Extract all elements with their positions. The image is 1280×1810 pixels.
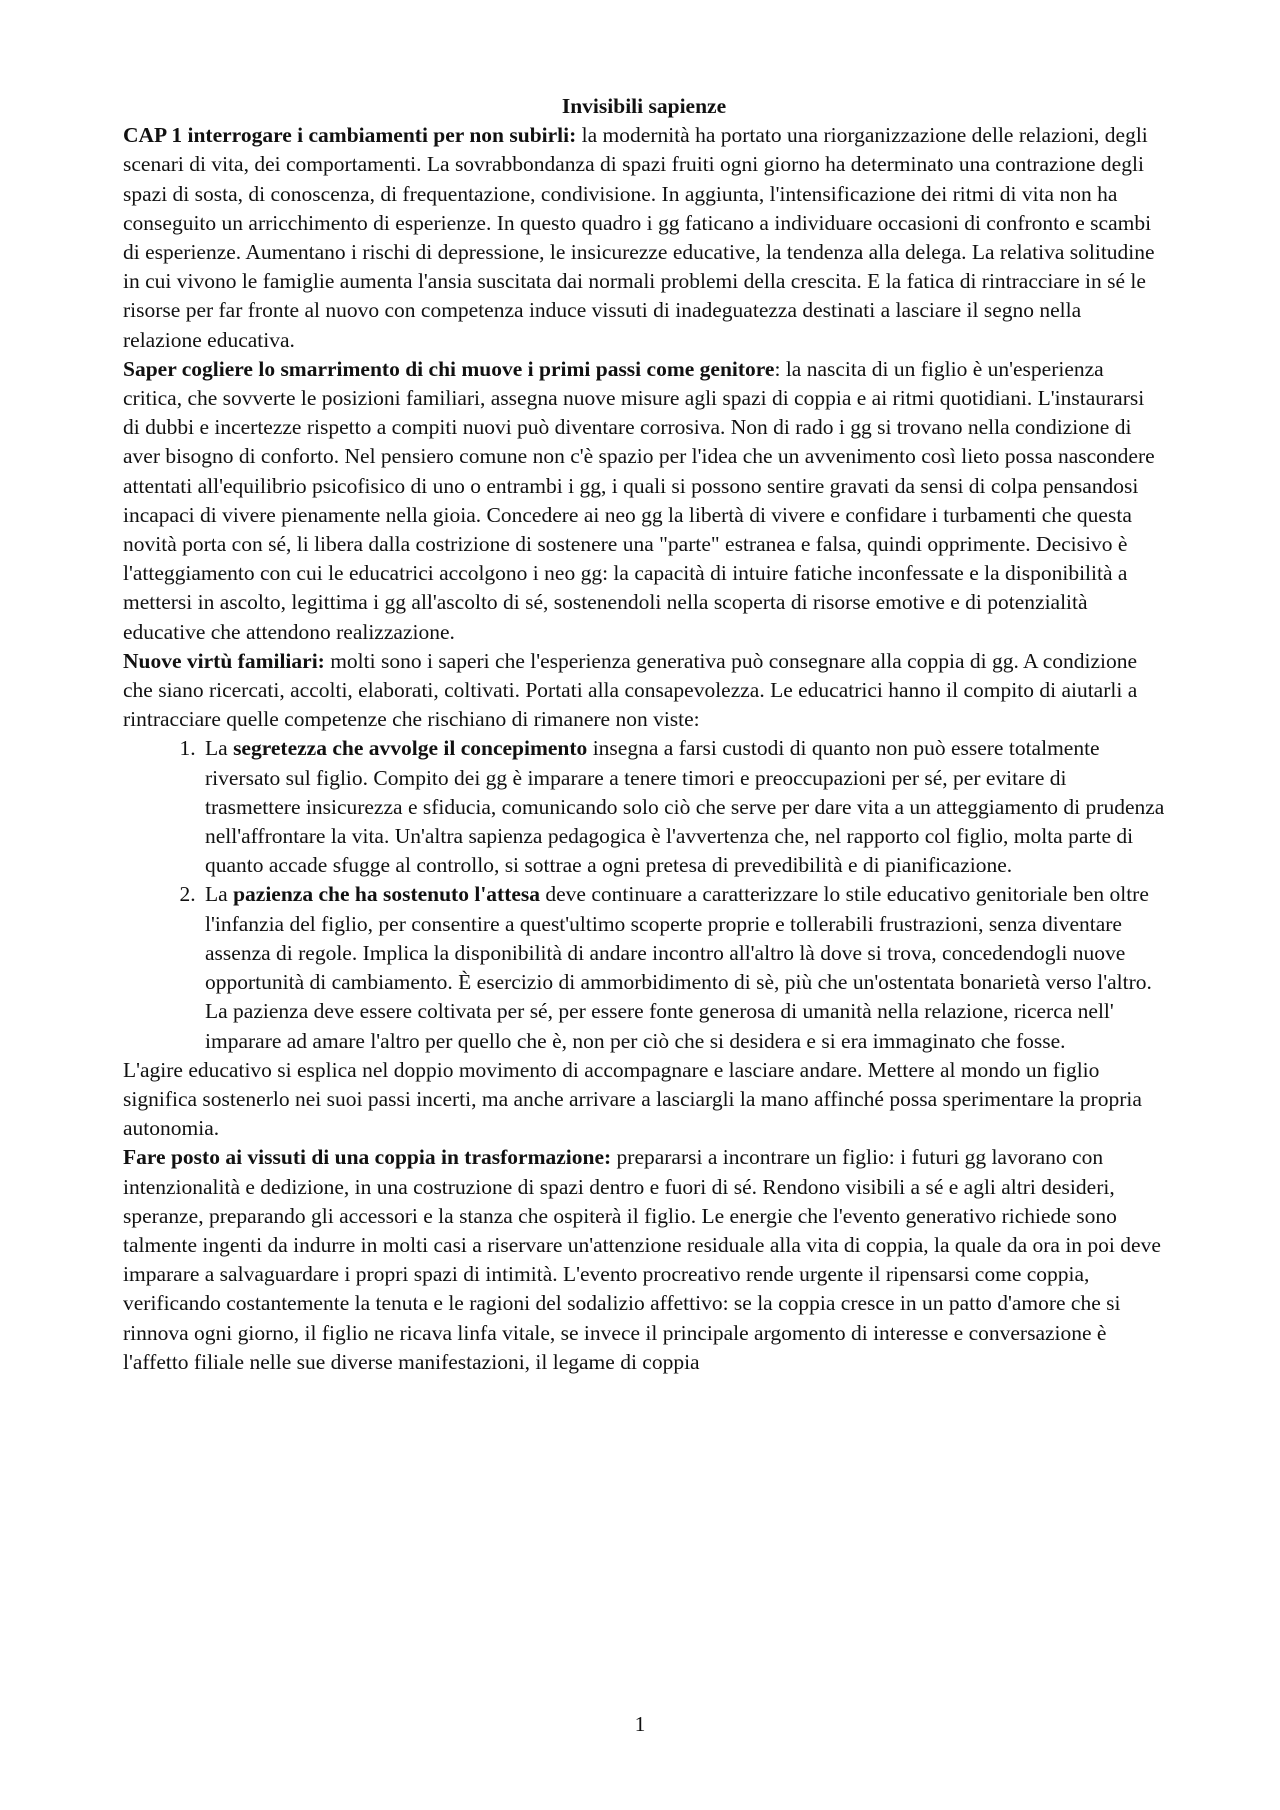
list-item-prefix: La: [205, 736, 234, 761]
paragraph-cap1: [123, 121, 1165, 355]
virtu-list: [123, 734, 1165, 1055]
paragraph-smarrimento: [123, 355, 1165, 647]
list-item: [201, 734, 1165, 880]
page-number: 1: [634, 1712, 646, 1736]
text-coppia: prepararsi a incontrare un figlio: i futuri gg lavorano con intenzionalità e dedizione, in una costruzione di spazi dentro e fuori di sé. Rendono visibili a sé e agli altri desideri, speranze, preparando gli accessori e la stanza che ospiterà il figlio. Le energie che l'evento generativo richiede sono talmente ingenti da indurre in molti casi a riservare un'attenzione residuale alla vita di coppia, la quale da ora in poi deve imparare a salvaguardare i propri spazi di intimità. L'evento procreativo rende urgente il ripensarsi come coppia, verificando costantemente la tenuta e le ragioni del sodalizio affettivo: se la coppia cresce in un patto d'amore che si rinnova ogni giorno, il figlio ne ricava linfa vitale, se invece il principale argomento di interesse e conversazione è l'affetto filiale nelle sue diverse manifestazioni, il legame di coppia: [123, 1145, 1161, 1374]
list-item: [201, 880, 1165, 1055]
paragraph-agire: L'agire educativo si esplica nel doppio movimento di accompagnare e lasciare andare. Mettere al mondo un figlio significa sostenerlo nei suoi passi incerti, ma anche arrivare a lasciargli la mano affinché possa sperimentare la propria autonomia.: [123, 1057, 1142, 1141]
text-virtu: molti sono i saperi che l'esperienza generativa può consegnare alla coppia di gg. A condizione che siano ricercati, accolti, elaborati, coltivati. Portati alla consapevolezza. Le educatrici hanno il compito di aiutarli a rintracciare quelle competenze che rischiano di rimanere non viste:: [123, 648, 1138, 732]
list-item-prefix: La: [205, 882, 234, 907]
list-item-bold: segretezza che avvolge il concepimento: [233, 736, 588, 761]
list-item-text: deve continuare a caratterizzare lo stile educativo genitoriale ben oltre l'infanzia del figlio, per consentire a quest'ultimo scoperte proprie e tollerabili frustrazioni, senza diventare assenza di regole. Implica la disponibilità di andare incontro all'altro là dove si trova, concedendogli nuove opportunità di cambiamento. È esercizio di ammorbidimento di sè, più che un'ostentata bonarietà verso l'altro. La pazienza deve essere coltivata per sé, per essere fonte generosa di umanità nella relazione, ricerca nell' imparare ad amare l'altro per quello che è, non per ciò che si desidera e si era immaginato che fosse.: [205, 882, 1152, 1053]
text-smarrimento: : la nascita di un figlio è un'esperienza critica, che sovverte le posizioni familiari, assegna nuove misure agli spazi di coppia e ai ritmi quotidiani. L'instaurarsi di dubbi e incertezze rispetto a compiti nuovi può diventare corrosiva. Non di rado i gg si trovano nella condizione di aver bisogno di conforto. Nel pensiero comune non c'è spazio per l'idea che un avvenimento così lieto possa nascondere attentati all'equilibrio psicofisico di uno o entrambi i gg, i quali si possono sentire gravati da sensi di colpa pensandosi incapaci di vivere pienamente nella gioia. Concedere ai neo gg la libertà di vivere e confidare i turbamenti che questa novità porta con sé, li libera dalla costrizione di sostenere una "parte" estranea e falsa, quindi opprimente. Decisivo è l'atteggiamento con cui le educatrici accolgono i neo gg: la capacità di intuire fatiche inconfessate e la disponibilità a mettersi in ascolto, legittima i gg all'ascolto di sé, sostenendoli nella scoperta di risorse emotive e di potenzialità educative che attendono realizzazione.: [123, 356, 1155, 644]
paragraph-coppia: [123, 1143, 1165, 1377]
heading-virtu: Nuove virtù familiari:: [123, 648, 325, 673]
document-page: [123, 92, 1165, 1377]
heading-coppia: Fare posto ai vissuti di una coppia in trasformazione:: [123, 1145, 612, 1170]
heading-cap1: CAP 1 interrogare i cambiamenti per non subirli:: [123, 123, 577, 148]
text-cap1: la modernità ha portato una riorganizzazione delle relazioni, degli scenari di vita, dei comportamenti. La sovrabbondanza di spazi fruiti ogni giorno ha determinato una contrazione degli spazi di sosta, di conoscenza, di frequentazione, condivisione. In aggiunta, l'intensificazione dei ritmi di vita non ha conseguito un arricchimento di esperienze. In questo quadro i gg faticano a individuare occasioni di confronto e scambi di esperienze. Aumentano i rischi di depressione, le insicurezze educative, la tendenza alla delega. La relativa solitudine in cui vivono le famiglie aumenta l'ansia suscitata dai normali problemi della crescita. E la fatica di rintracciare in sé le risorse per far fronte al nuovo con competenza induce vissuti di inadeguatezza destinati a lasciare il segno nella relazione educativa.: [123, 123, 1155, 352]
paragraph-virtu: [123, 647, 1165, 735]
list-item-text: insegna a farsi custodi di quanto non può essere totalmente riversato sul figlio. Compito dei gg è imparare a tenere timori e preoccupazioni per sé, per evitare di trasmettere insicurezza e sfiducia, comunicando solo ciò che serve per dare vita a un atteggiamento di prudenza nell'affrontare la vita. Un'altra sapienza pedagogica è l'avvertenza che, nel rapporto col figlio, molta parte di quanto accade sfugge al controllo, si sottrae a ogni pretesa di prevedibilità e di pianificazione.: [205, 736, 1165, 878]
heading-smarrimento: Saper cogliere lo smarrimento di chi muove i primi passi come genitore: [123, 356, 775, 381]
list-item-bold: pazienza che ha sostenuto l'attesa: [233, 882, 541, 907]
document-title: Invisibili sapienze: [561, 94, 727, 118]
